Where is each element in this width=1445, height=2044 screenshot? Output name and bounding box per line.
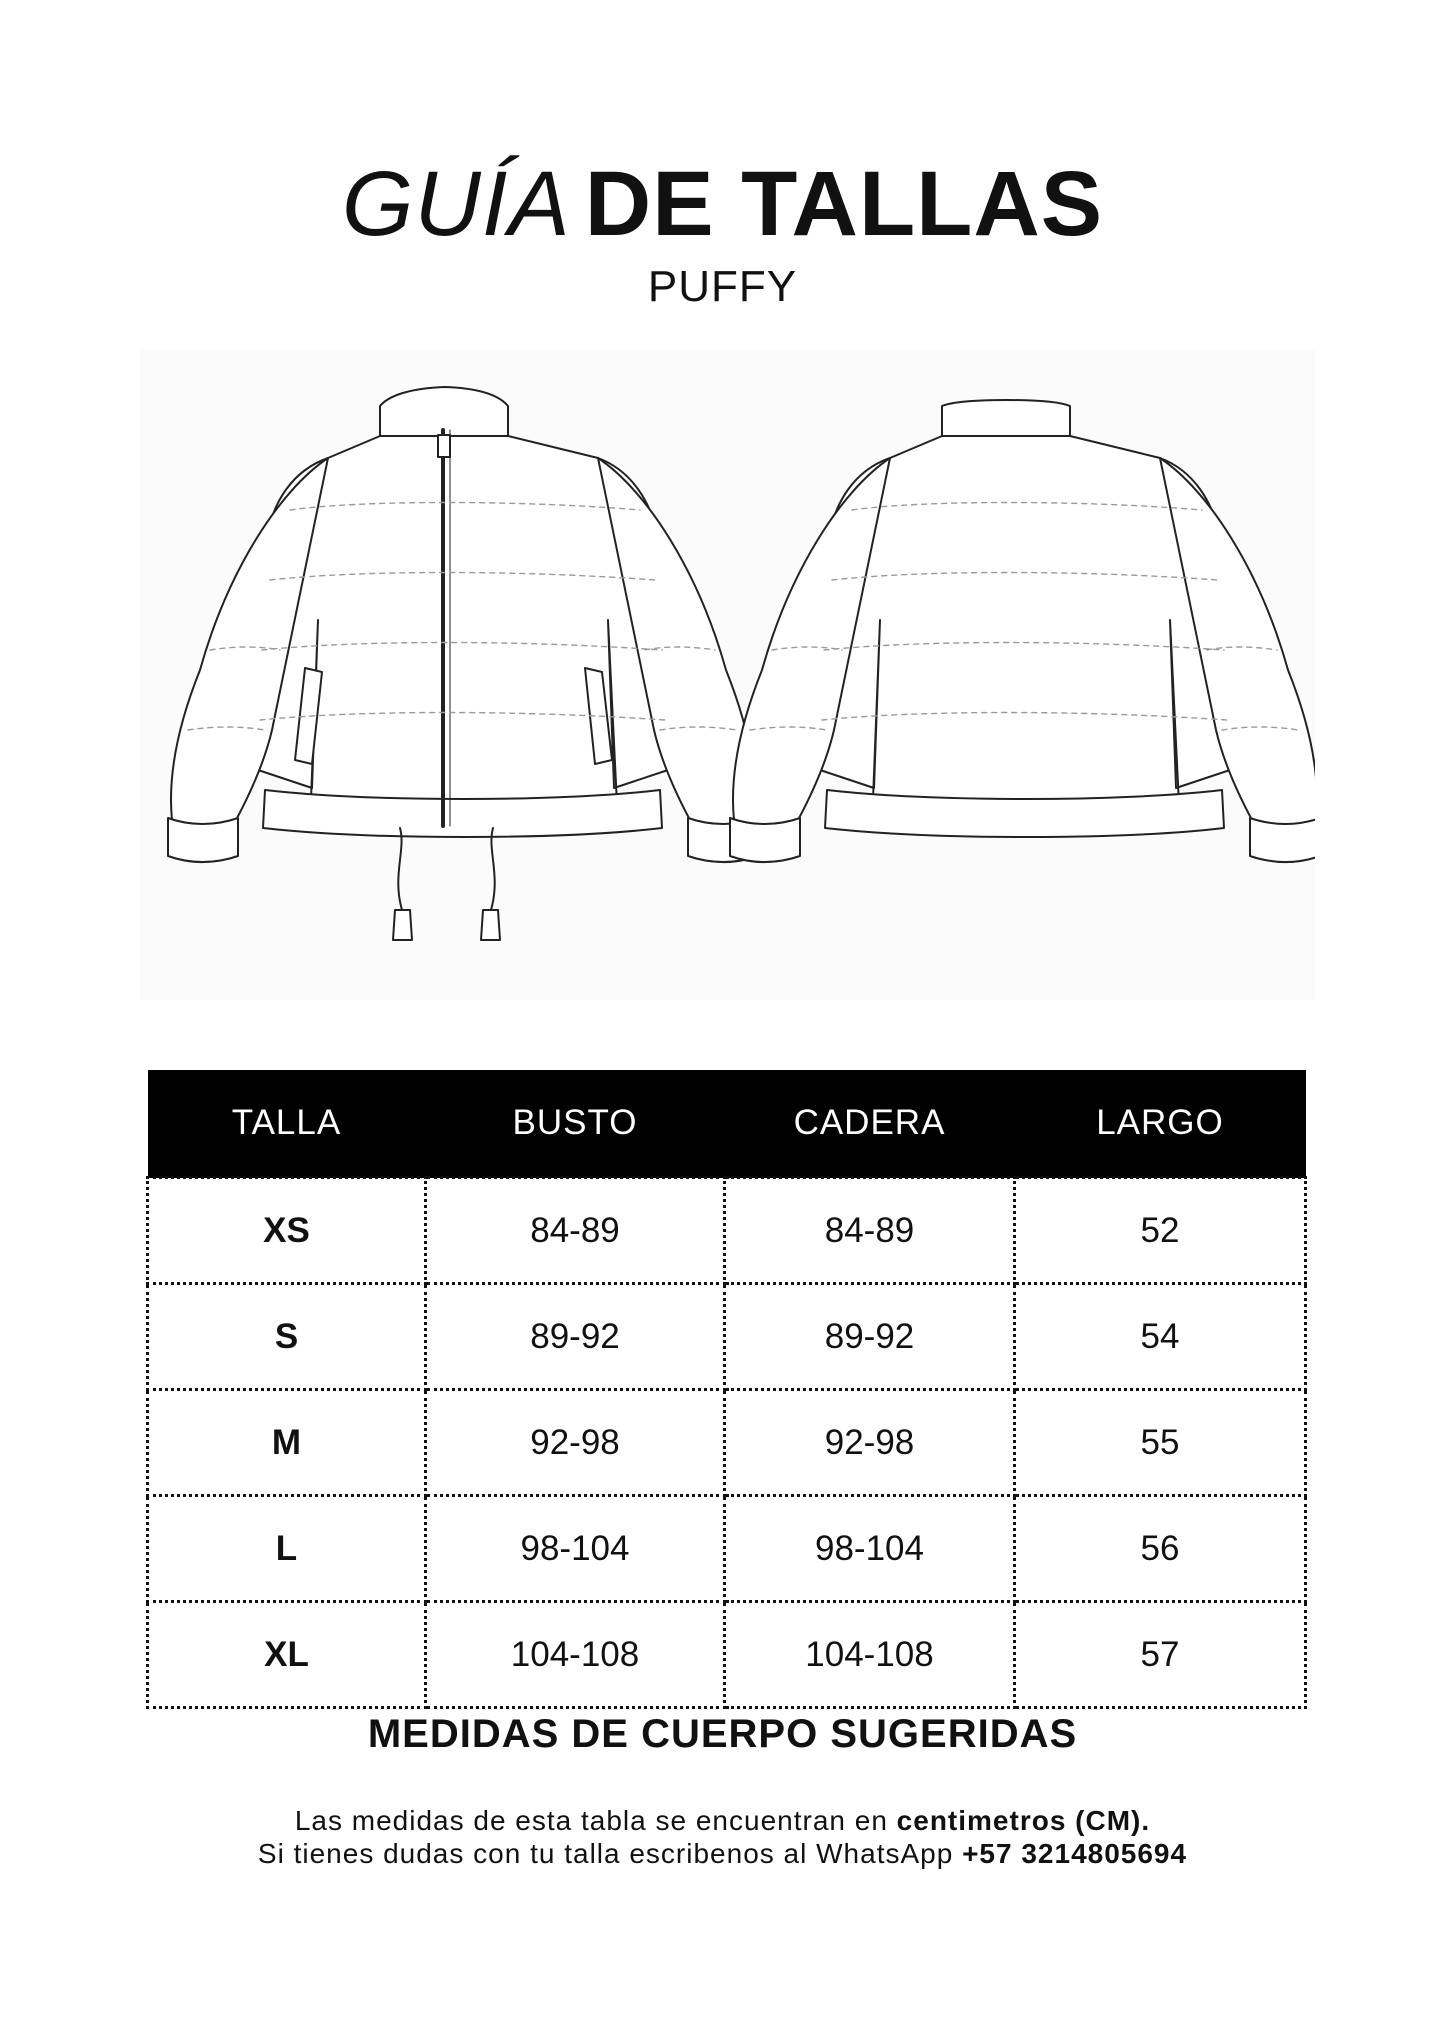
cell-busto: 104-108	[426, 1602, 725, 1708]
cell-cadera: 98-104	[725, 1496, 1015, 1602]
jacket-front-icon	[168, 387, 758, 940]
header-cadera: CADERA	[725, 1070, 1015, 1178]
cell-cadera: 89-92	[725, 1284, 1015, 1390]
table-row	[148, 1496, 1306, 1602]
header-busto: BUSTO	[426, 1070, 725, 1178]
cell-talla: S	[148, 1284, 426, 1390]
title-light: GUÍA	[341, 153, 571, 255]
table-row	[148, 1602, 1306, 1708]
table-row	[148, 1390, 1306, 1496]
size-table	[146, 1070, 1307, 1709]
cell-cadera: 84-89	[725, 1178, 1015, 1284]
header-largo: LARGO	[1015, 1070, 1306, 1178]
cell-busto: 92-98	[426, 1390, 725, 1496]
cell-largo: 55	[1015, 1390, 1306, 1496]
page-title	[0, 153, 1445, 255]
cell-largo: 57	[1015, 1602, 1306, 1708]
size-table-header	[148, 1070, 1306, 1178]
jacket-back-icon	[730, 400, 1315, 862]
notes-title: MEDIDAS DE CUERPO SUGERIDAS	[367, 1712, 1078, 1756]
jacket-illustrations	[140, 350, 1315, 1000]
units-label: centimetros (CM).	[896, 1805, 1151, 1836]
cell-busto: 98-104	[426, 1496, 725, 1602]
cell-cadera: 104-108	[725, 1602, 1015, 1708]
cell-talla: XL	[148, 1602, 426, 1708]
cell-cadera: 92-98	[725, 1390, 1015, 1496]
cell-talla: M	[148, 1390, 426, 1496]
cell-largo: 52	[1015, 1178, 1306, 1284]
cell-largo: 56	[1015, 1496, 1306, 1602]
cell-largo: 54	[1015, 1284, 1306, 1390]
notes-line-1	[0, 1804, 1445, 1837]
title-bold: DE TALLAS	[584, 153, 1104, 255]
notes-text	[0, 1804, 1445, 1870]
notes-line-2	[0, 1837, 1445, 1870]
cell-talla: L	[148, 1496, 426, 1602]
whatsapp-number: +57 3214805694	[962, 1838, 1188, 1869]
cell-busto: 84-89	[426, 1178, 725, 1284]
table-row	[148, 1178, 1306, 1284]
cell-talla: XS	[148, 1178, 426, 1284]
header-talla: TALLA	[148, 1070, 426, 1178]
notes-line-2-text: Si tienes dudas con tu talla escribenos al WhatsApp	[257, 1838, 963, 1869]
notes-line-1-text: Las medidas de esta tabla se encuentran en	[294, 1805, 897, 1836]
cell-busto: 89-92	[426, 1284, 725, 1390]
page-subtitle: PUFFY	[647, 262, 798, 311]
table-row	[148, 1284, 1306, 1390]
